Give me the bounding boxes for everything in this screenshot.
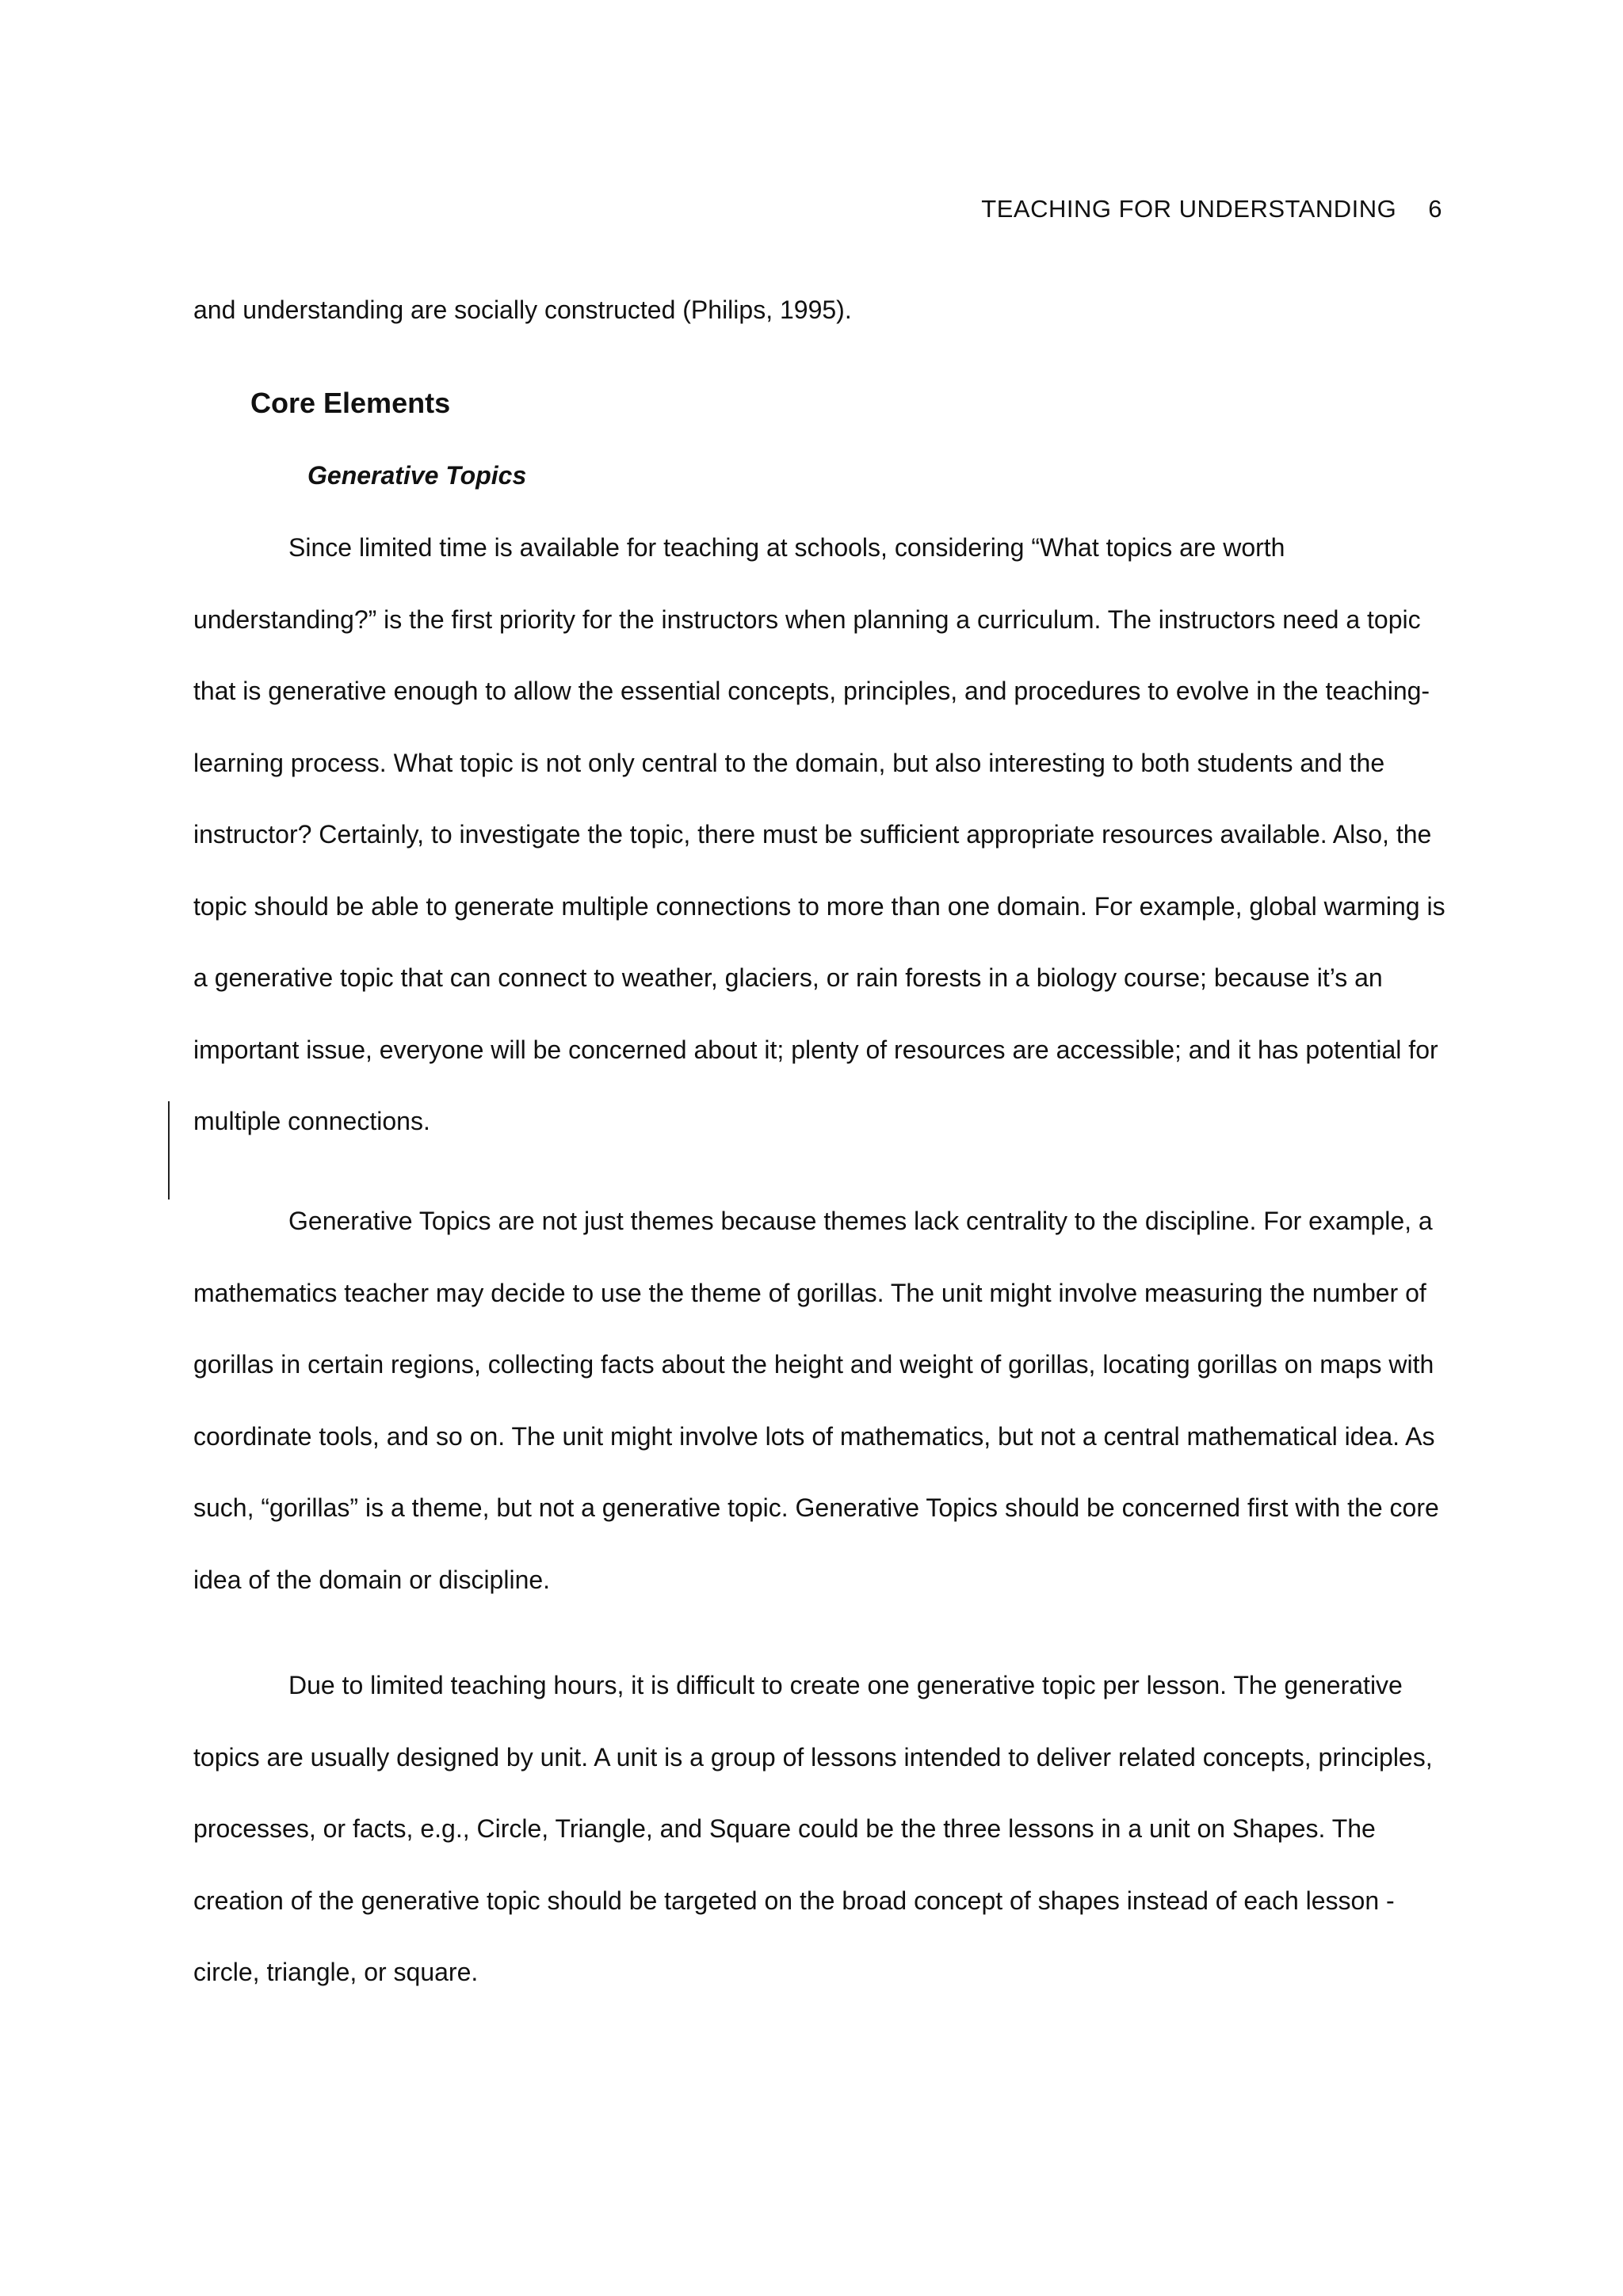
running-head bbox=[981, 195, 1442, 223]
paragraph-3 bbox=[193, 1650, 1452, 2008]
section-heading: Core Elements bbox=[250, 387, 451, 419]
paragraph-text: Due to limited teaching hours, it is difficult to create one generative topic per lesson. The generative topics are usually designed by unit. A unit is a group of lessons intended to deliver related concepts, principles, processes, or facts, e.g., Circle, Triangle, and Square could be the three lessons in a unit on Shapes. The creation of the generative topic should be targeted on the broad concept of shapes instead of each lesson - circle, triangle, or square. bbox=[193, 1671, 1433, 1986]
paragraph-2 bbox=[193, 1185, 1452, 1615]
page-number: 6 bbox=[1428, 195, 1442, 223]
paragraph-text: Generative Topics are not just themes because themes lack centrality to the discipline. For example, a mathematics teacher may decide to use the theme of gorillas. The unit might involve measuring the number of gorillas in certain regions, collecting facts about the height and weight of gorillas, locating gorillas on maps with coordinate tools, and so on. The unit might involve lots of mathematics, but not a central mathematical idea. As such, “gorillas” is a theme, but not a generative topic. Generative Topics should be concerned first with the core idea of the domain or discipline. bbox=[193, 1207, 1439, 1594]
paragraph-text: Since limited time is available for teaching at schools, considering “What topics are worth understanding?” is the first priority for the instructors when planning a curriculum. The instructors need a topic that is generative enough to allow the essential concepts, principles, and procedures to evolve in the teaching-learning process. What topic is not only central to the domain, but also interesting to both students and the instructor? Certainly, to investigate the topic, there must be sufficient appropriate resources available. Also, the topic should be able to generate multiple connections to more than one domain. For example, global warming is a generative topic that can connect to weather, glaciers, or rain forests in a biology course; because it’s an important issue, everyone will be concerned about it; plenty of resources are accessible; and it has potential for multiple connections. bbox=[193, 533, 1445, 1135]
paragraph-1 bbox=[193, 512, 1452, 1158]
subsection-heading: Generative Topics bbox=[307, 461, 527, 490]
running-head-title: TEACHING FOR UNDERSTANDING bbox=[981, 195, 1397, 223]
continuation-paragraph: and understanding are socially constructed (Philips, 1995). bbox=[193, 296, 852, 324]
revision-change-bar bbox=[168, 1101, 170, 1199]
